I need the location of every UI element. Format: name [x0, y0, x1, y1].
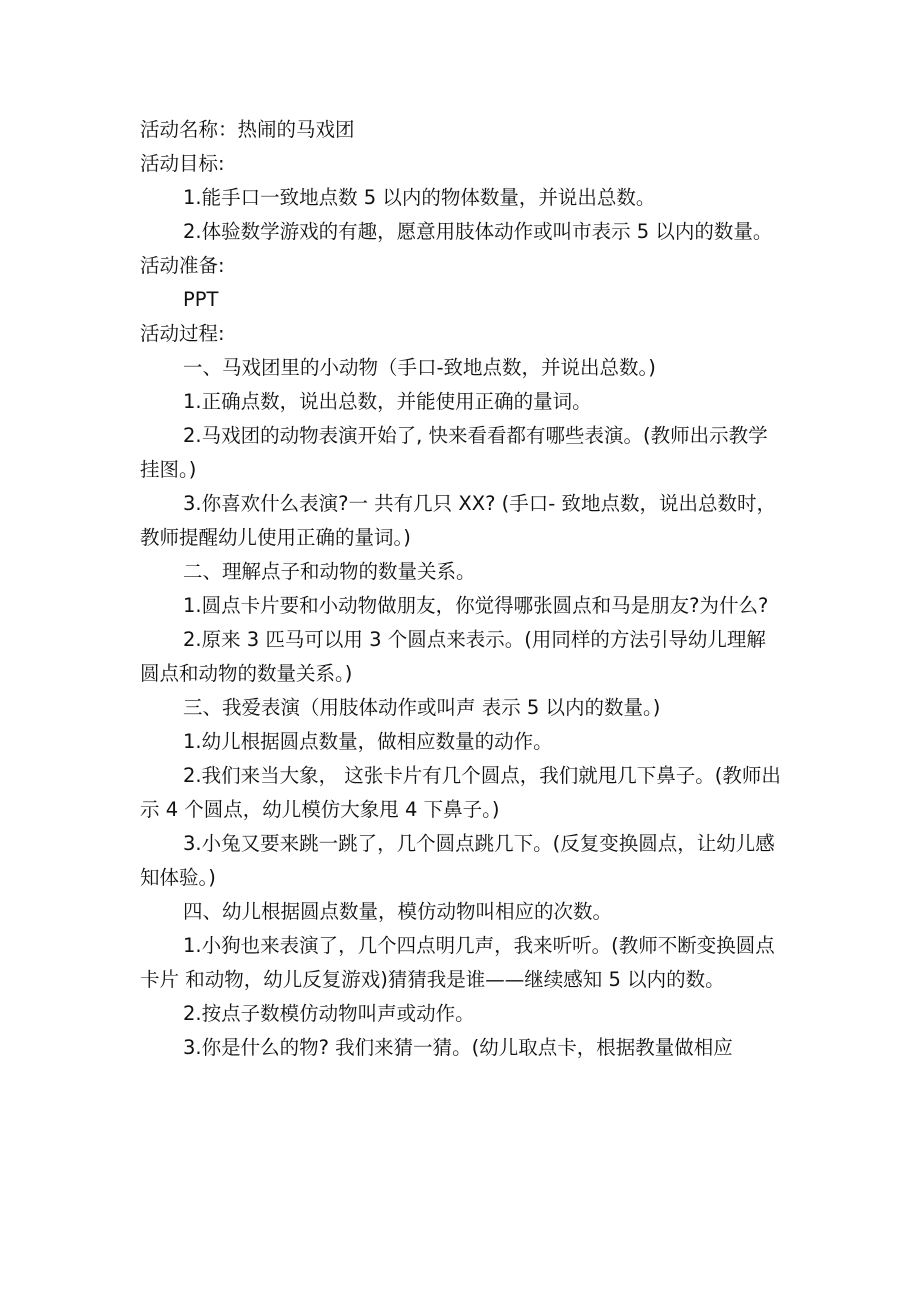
process-step: 2.马戏团的动物表演开始了, 快来看看都有哪些表演。(教师出示教学挂图。)	[140, 424, 768, 481]
goal-item: 2.体验数学游戏的有趣，愿意用肢体动作或叫市表示 5 以内的数量。	[183, 220, 773, 243]
process-part-heading: 一、马戏团里的小动物（手口-致地点数，并说出总数。)	[183, 356, 656, 379]
section-heading-preparation: 活动准备:	[140, 254, 225, 277]
process-step: 1.幼儿根据圆点数量，做相应数量的动作。	[183, 730, 553, 753]
process-step: 2.按点子数模仿动物叫声或动作。	[183, 1002, 475, 1025]
section-heading-goals: 活动目标:	[140, 152, 225, 175]
process-step: 1.正确点数，说出总数，并能使用正确的量词。	[183, 390, 592, 413]
process-step: 1.圆点卡片要和小动物做朋友，你觉得哪张圆点和马是朋友?为什么?	[183, 594, 769, 617]
preparation-item: PPT	[183, 288, 219, 311]
document-body	[140, 113, 785, 1065]
process-step: 3.你是什么的物? 我们来猜一猜。(幼儿取点卡，根据教量做相应	[183, 1036, 733, 1059]
process-step: 3.小兔又要来跳一跳了，几个圆点跳几下。(反复变换圆点，让幼儿感知体验。)	[140, 832, 775, 889]
process-part-heading: 四、幼儿根据圆点数量，模仿动物叫相应的次数。	[183, 900, 613, 923]
section-heading-process: 活动过程:	[140, 322, 225, 345]
process-step: 1.小狗也来表演了，几个四点明几声，我来听听。(教师不断变换圆点卡片 和动物，幼儿反复游戏)猜猜我是谁——继续感知 5 以内的数。	[140, 934, 775, 991]
process-step: 2.原来 3 匹马可以用 3 个圆点来表示。(用同样的方法引导幼儿理解圆点和动物的数量关系。)	[140, 628, 766, 685]
process-step: 2.我们来当大象， 这张卡片有几个圆点，我们就甩几下鼻子。(教师出示 4 个圆点，幼儿模仿大象甩 4 下鼻子。)	[140, 764, 781, 821]
process-step: 3.你喜欢什么表演?一 共有几只 XX? (手口- 致地点数，说出总数时，教师提醒幼儿使用正确的量词。)	[140, 492, 776, 549]
process-part-heading: 三、我爱表演（用肢体动作或叫声 表示 5 以内的数量。)	[183, 696, 661, 719]
goal-item: 1.能手口一致地点数 5 以内的物体数量，并说出总数。	[183, 186, 656, 209]
process-part-heading: 二、理解点子和动物的数量关系。	[183, 560, 476, 583]
activity-name: 活动名称：热闹的马戏团	[140, 118, 355, 141]
